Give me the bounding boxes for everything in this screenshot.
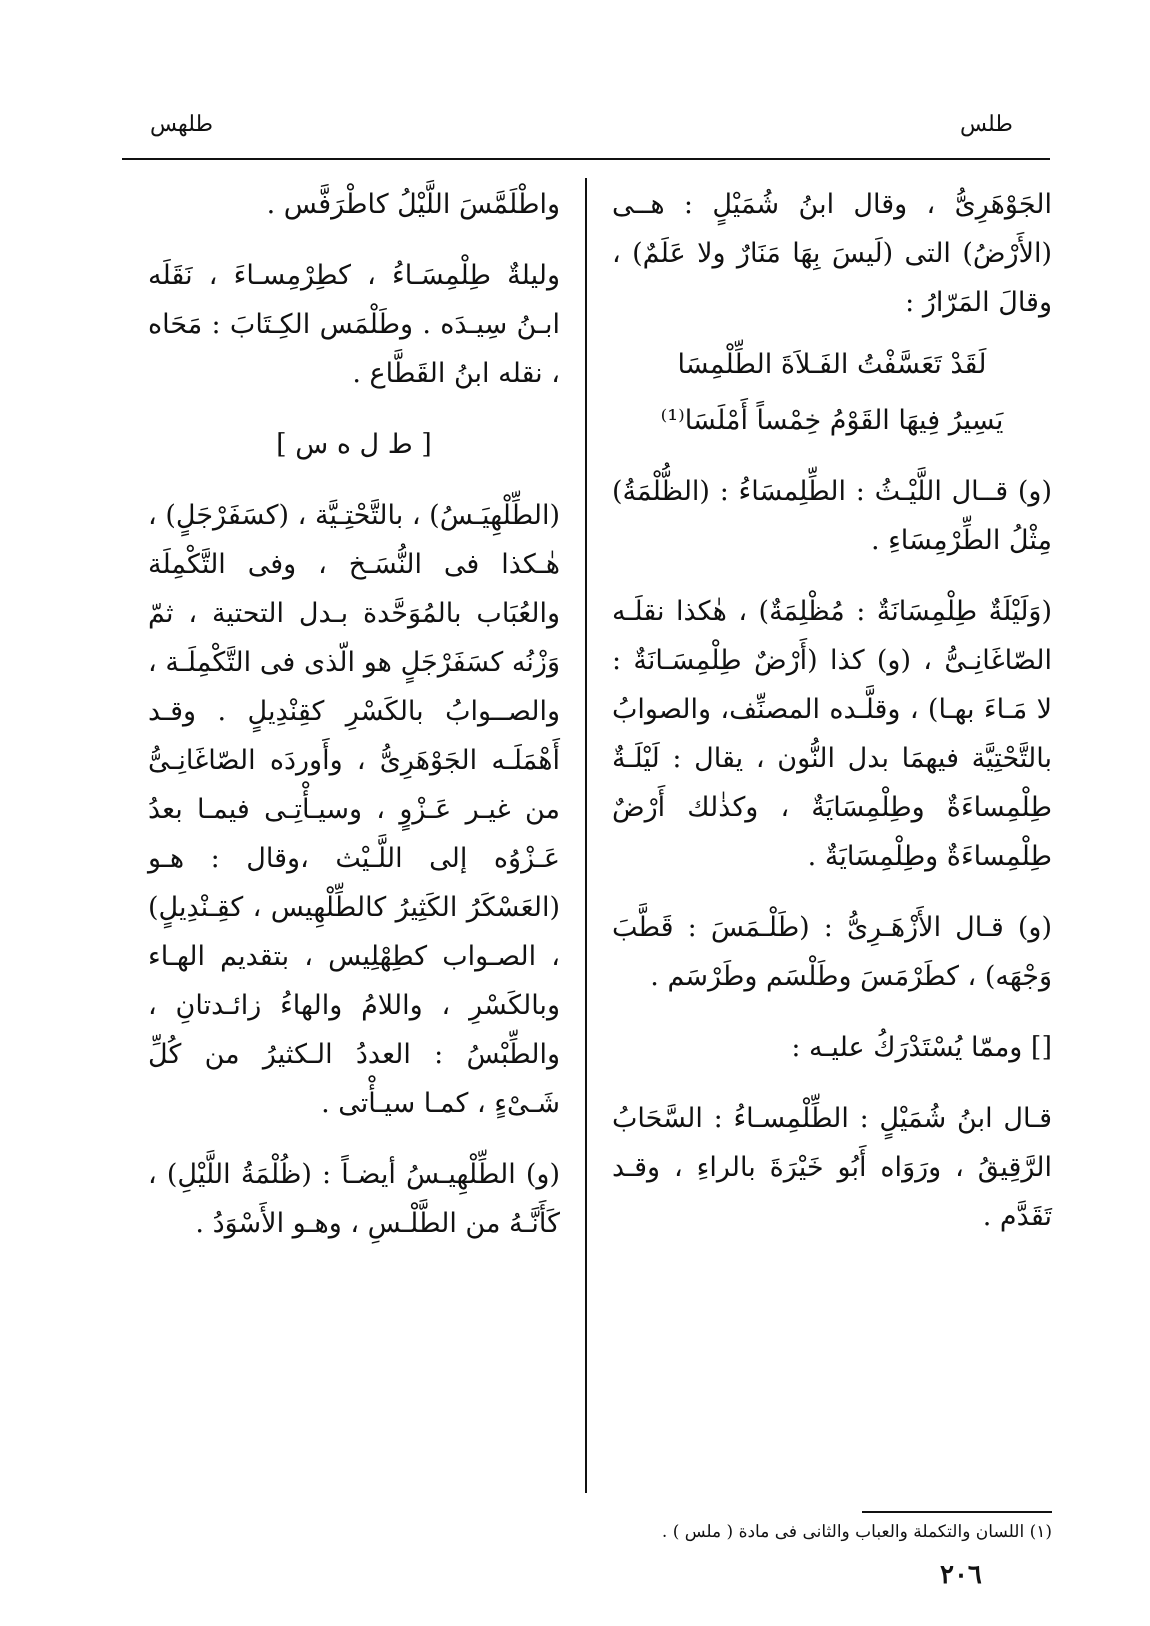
header-rule <box>122 158 1050 160</box>
verse-line: لَقَدْ تَعَسَّفْتُ الفَـلاَةَ الطِّلْمِسَا <box>677 349 987 380</box>
verse <box>612 337 1052 449</box>
paragraph: (و) قـال الأَزْهَـرِىُّ : (طَلْـمَسَ : قَطَّبَ وَجْهَه) ، كطَرْمَسَ وطَلْسَم وطَرْسَم . <box>612 912 1052 992</box>
paragraph: [] وممّا يُسْتَدْرَكُ عليـه : <box>791 1032 1052 1063</box>
right-column <box>612 180 1052 1263</box>
paragraph: قـال ابنُ شُمَيْلٍ : الطِّلْمِسـاءُ : السَّحَابُ الرَّقِيقُ ، ورَوَاه أَبُو خَيْرَةَ بالراءِ ، وقـد تَقَدَّم . <box>612 1103 1052 1232</box>
running-header-left: طلهس <box>150 112 213 137</box>
running-header-right: طلس <box>960 112 1013 137</box>
left-column <box>148 180 560 1270</box>
footnote-rule <box>862 1511 1052 1513</box>
verse-line: يَسِيرُ فِيهَا القَوْمُ خِمْساً أَمْلَسَا⁽¹⁾ <box>660 405 1004 436</box>
paragraph: (وَلَيْلَةٌ طِلْمِسَانَةٌ : مُظْلِمَةٌ) ، هٰكذا نقلَـه الصّاغَانِـىُّ ، (و) كذا (أَرْضٌ طِلْمِسَـانَةٌ : لا مَـاءَ بهـا) ، وقلَّـده المصنِّف، والصوابُ بالتَّحْتِيَّة فيهمَا بدل النُّون ، يقال : لَيْلَـةٌ طِلْمِساءَةٌ وطِلْمِسَايَةٌ ، وكذٰلك أَرْضٌ طِلْمِساءَةٌ وطِلْمِسَايَةٌ . <box>612 596 1052 872</box>
column-divider <box>585 178 587 1493</box>
footnote: (١) اللسان والتكملة والعباب والثانى فى مادة ( ملس ) . <box>661 1522 1052 1542</box>
paragraph: وليلةٌ طِلْمِسَـاءُ ، كطِرْمِسـاءَ ، نَقَلَه ابـنُ سِيـدَه . وطَلْمَس الكِـتَابَ : مَحَاه ، نقله ابنُ القَطَّاع . <box>148 260 560 389</box>
paragraph: واطْلَمَّسَ اللَّيْلُ كاطْرَفَّس . <box>266 189 560 220</box>
entry-heading: [ ط ل ه س ] <box>276 429 432 460</box>
paragraph: (و) قــال اللَّيْـثُ : الطِّلِمسَاءُ : (الظُّلْمَةُ) مِثْلُ الطِّرْمِسَاءِ . <box>612 476 1052 556</box>
page-number: ٢٠٦ <box>940 1560 982 1590</box>
paragraph: (و) الطِّلْهِيـسُ أيضـاً : (ظُلْمَةُ اللَّيْلِ) ، كَأَنَّـهُ من الطَّلْـسِ ، وهـو الأَسْوَدُ . <box>148 1159 560 1239</box>
paragraph: (الطِّلْهِيَـسُ) ، بالتَّحْتِـيَّة ، (كسَفَرْجَلٍ) ، هٰـكذا فى النُّسَـخ ، وفى التَّكْمِلَة والعُبَاب بالمُوَحَّدة بـدل التحتية ، ثمّ وَزْنُه كسَفَرْجَلٍ هو الّذى فى التَّكْمِلَـة ، والصــوابُ بالكَسْرِ كقِنْدِيلٍ . وقـد أَهْمَلَـه الجَوْهَرِىُّ ، وأَوردَه الصّاغَانِـىُّ من غيـر عَـزْوٍ ، وسيـأْتِـى فيمـا بعدُ عَـزْوُه إلى اللَّـيْث ،وقال : هـو (العَسْكَرُ الكَثِيرُ كالطِّلْهِيس ، كقِـنْدِيلٍ) ، الصـواب كطِهْلِيس ، بتقديم الهـاء وبالكَسْرِ ، واللامُ والهاءُ زائـدتانِ ، والطِّبْسُ : العددُ الـكثيرُ من كُلِّ شَـىْءٍ ، كمـا سيـأْتى . <box>148 500 560 1119</box>
paragraph: الجَوْهَرِىُّ ، وقال ابنُ شُمَيْلٍ : هــى (الأَرْضُ) التى (لَيسَ بِهَا مَنَارٌ ولا عَلَمٌ) ، وقالَ المَرّارُ : <box>612 189 1052 318</box>
